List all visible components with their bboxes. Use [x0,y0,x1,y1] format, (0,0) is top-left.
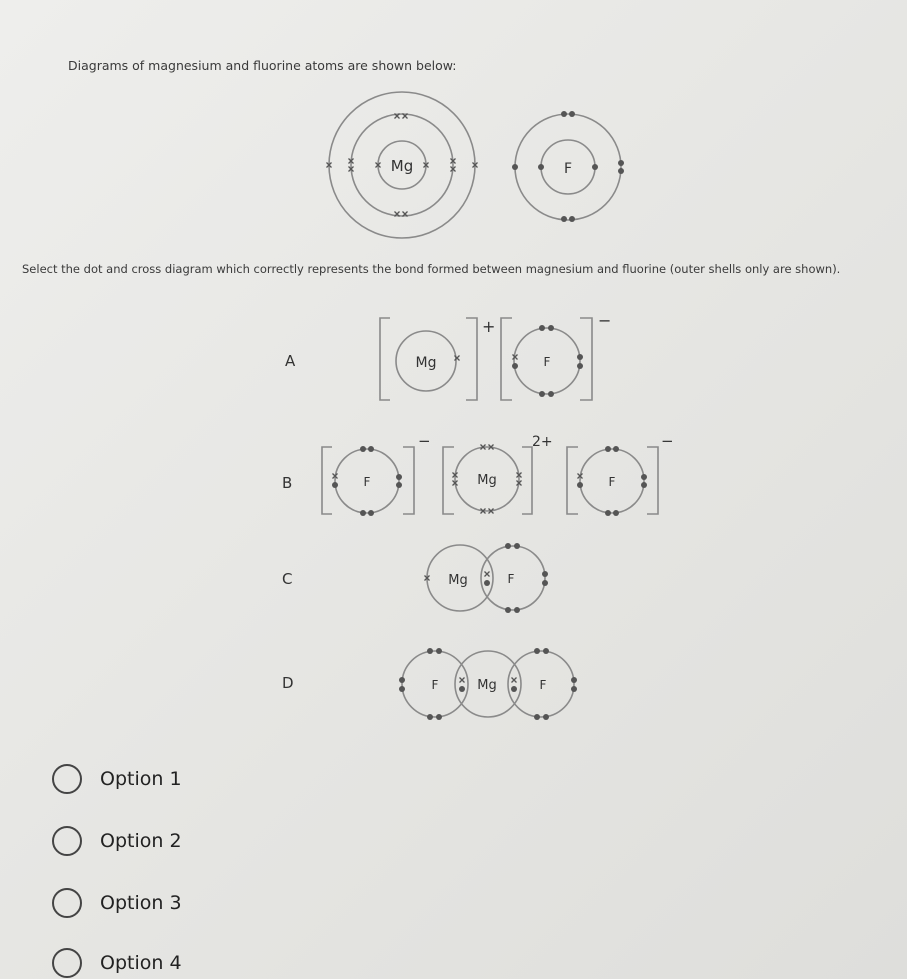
mg-symbol: Mg [477,473,497,488]
choice-a-label: A [285,352,296,370]
option-label: Option 3 [100,892,182,914]
electron-dot [396,482,402,488]
option-2[interactable] [52,826,182,856]
charge-label: − [598,311,612,330]
option-1[interactable] [52,764,182,794]
f-symbol: F [363,475,371,489]
electron-dot [459,686,465,692]
radio-button[interactable] [52,826,82,856]
option-label: Option 2 [100,830,182,852]
electron-dot [436,648,442,654]
electron-cross [485,572,490,577]
choice-a-diagram [380,311,611,400]
f-symbol: F [608,475,616,489]
f-symbol: F [431,678,439,692]
electron-dot [561,111,567,117]
f-symbol: F [507,572,515,586]
electron-dot [605,446,611,452]
choice-b-diagram [322,432,674,514]
electron-dot [534,648,540,654]
electron-dot [618,168,624,174]
electron-dot [542,571,548,577]
electron-dot [569,216,575,222]
electron-dot [592,164,598,170]
electron-dot [399,677,405,683]
mg-symbol: Mg [390,157,414,175]
f-symbol: F [539,678,547,692]
intro-text: Diagrams of magnesium and fluorine atoms are shown below: [68,58,457,73]
electron-dot [512,164,518,170]
option-3[interactable] [52,888,182,918]
electron-dot [360,446,366,452]
electron-dot [542,580,548,586]
electron-dot [514,543,520,549]
radio-button[interactable] [52,888,82,918]
electron-dot [505,607,511,613]
electron-dot [538,164,544,170]
question-prompt: Select the dot and cross diagram which correctly represents the bond formed between magnesium and fluorine (outer shells only are shown). [22,262,841,276]
electron-dot [514,607,520,613]
electron-dot [569,111,575,117]
radio-button[interactable] [52,948,82,978]
electron-cross [512,678,517,683]
mg-symbol: Mg [415,355,437,371]
electron-dot [360,510,366,516]
electron-dot [613,446,619,452]
electron-dot [641,474,647,480]
electron-dot [618,160,624,166]
electron-dot [561,216,567,222]
electron-dot [577,354,583,360]
option-label: Option 4 [100,952,182,974]
f-symbol: F [563,161,573,177]
electron-dot [512,363,518,369]
electron-dot [484,580,490,586]
electron-dot [571,686,577,692]
electron-dot [436,714,442,720]
electron-dot [511,686,517,692]
f-symbol: F [543,355,551,369]
choice-d-label: D [282,674,294,692]
electron-dot [427,648,433,654]
electron-dot [399,686,405,692]
electron-dot [396,474,402,480]
choice-b-label: B [282,474,293,492]
option-4[interactable] [52,948,182,978]
electron-dot [548,391,554,397]
electron-dot [543,714,549,720]
electron-dot [543,648,549,654]
choice-d-diagram [402,651,574,717]
electron-dot [332,482,338,488]
electron-dot [548,325,554,331]
mg-symbol: Mg [477,678,497,693]
fluorine-atom-diagram [515,114,621,220]
electron-dot [577,363,583,369]
electron-dot [427,714,433,720]
option-label: Option 1 [100,768,182,790]
magnesium-atom-diagram [329,92,475,238]
electron-dot [571,677,577,683]
electron-dot [577,482,583,488]
electron-cross [460,678,465,683]
charge-label: + [482,317,496,336]
radio-button[interactable] [52,764,82,794]
electron-dot [539,391,545,397]
electron-dot [539,325,545,331]
electron-dot [534,714,540,720]
mg-symbol: Mg [448,573,468,588]
electrons [327,111,648,720]
electron-dot [613,510,619,516]
charge-label: 2+ [532,434,553,450]
electron-dot [605,510,611,516]
choice-c-label: C [282,570,293,588]
electron-dot [641,482,647,488]
electron-dot [368,510,374,516]
electron-dot [505,543,511,549]
choice-c-diagram [427,545,545,611]
charge-label: − [661,432,674,450]
charge-label: − [418,432,431,450]
electron-dot [368,446,374,452]
